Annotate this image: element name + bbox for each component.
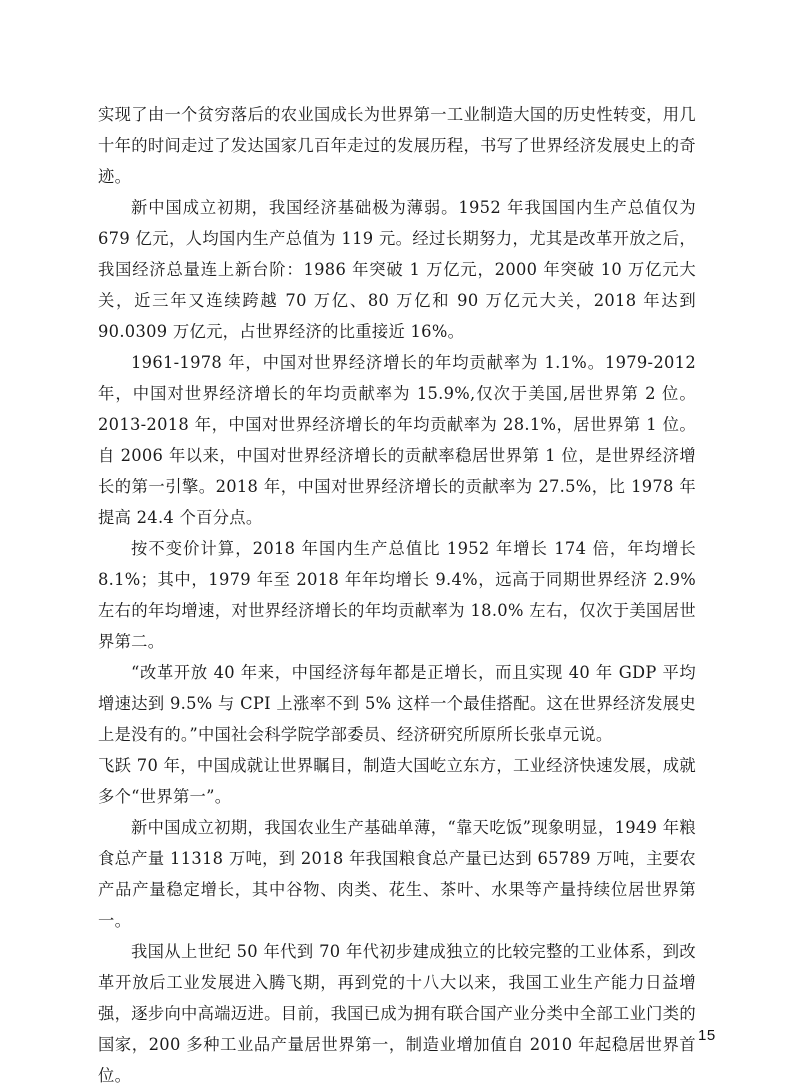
paragraph-industry: 我国从上世纪 50 年代到 70 年代初步建成独立的比较完整的工业体系，到改革开放后工业发展进入腾飞期，再到党的十八大以来，我国工业生产能力日益增强，逐步向中高端迈进。目前，我国已成为拥有联合国产业分类中全部工业门类的国家，200 多种工业品产量居世界第一，制造业增加值自 2010 年起稳居世界首位。	[98, 942, 696, 1085]
paragraph-continued: 实现了由一个贫穷落后的农业国成长为世界第一工业制造大国的历史性转变，用几十年的时间走过了发达国家几百年走过的发展历程，书写了世界经济发展史上的奇迹。	[98, 105, 696, 186]
page-number: 15	[698, 1027, 716, 1044]
paragraph-economic-base: 新中国成立初期，我国经济基础极为薄弱。1952 年我国国内生产总值仅为679 亿元，人均国内生产总值为 119 元。经过长期努力，尤其是改革开放之后，我国经济总量连上新台阶：1986 年突破 1 万亿元，2000 年突破 10 万亿元大关，近三年又连续跨越 70 万亿、80 万亿和 90 万亿元大关，2018 年达到 90.0309 万亿元，占世界经济的比重接近 16%。	[98, 198, 696, 341]
document-body	[98, 99, 696, 1091]
paragraph-agriculture: 新中国成立初期，我国农业生产基础单薄，“靠天吃饭”现象明显，1949 年粮食总产量 11318 万吨，到 2018 年我国粮食总产量已达到 65789 万吨，主要农产品产量稳定增长，其中谷物、肉类、花生、茶叶、水果等产量持续位居世界第一。	[98, 818, 696, 930]
paragraph-quote: “改革开放 40 年来，中国经济每年都是正增长，而且实现 40 年 GDP 平均增速达到 9.5% 与 CPI 上涨率不到 5% 这样一个最佳搭配。这在世界经济发展史上是没有的。”中国社会科学院学部委员、经济研究所原所长张卓元说。	[98, 663, 696, 744]
paragraph-contribution-rate: 1961-1978 年，中国对世界经济增长的年均贡献率为 1.1%。1979-2012 年，中国对世界经济增长的年均贡献率为 15.9%,仅次于美国,居世界第 2 位。2013-2018 年，中国对世界经济增长的年均贡献率为 28.1%，居世界第 1 位。自 2006 年以来，中国对世界经济增长的贡献率稳居世界第 1 位，是世界经济增长的第一引擎。2018 年，中国对世界经济增长的贡献率为 27.5%，比 1978 年提高 24.4 个百分点。	[98, 353, 696, 527]
paragraph-constant-price-growth: 按不变价计算，2018 年国内生产总值比 1952 年增长 174 倍，年均增长 8.1%；其中，1979 年至 2018 年年均增长 9.4%，远高于同期世界经济 2.9% 左右的年均增速，对世界经济增长的年均贡献率为 18.0% 左右，仅次于美国居世界第二。	[98, 539, 696, 651]
paragraph-leap-70-years: 飞跃 70 年，中国成就让世界瞩目，制造大国屹立东方，工业经济快速发展，成就多个“世界第一”。	[98, 756, 696, 806]
